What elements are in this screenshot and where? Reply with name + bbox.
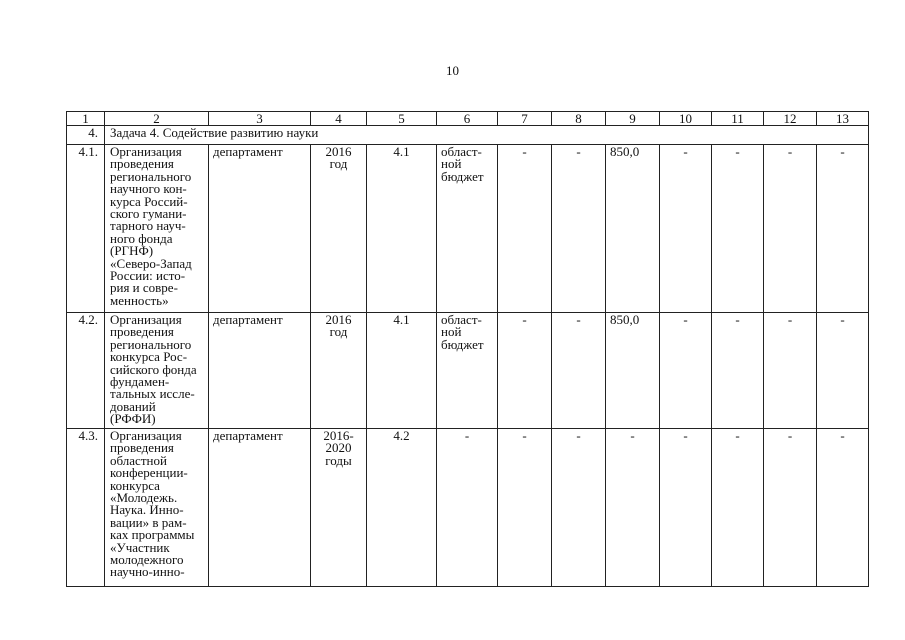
period-cell: 2016 год — [311, 145, 367, 313]
page-number: 10 — [446, 63, 459, 78]
column-header-row — [67, 112, 869, 126]
value-cell: - — [817, 145, 869, 313]
period-cell: 2016 год — [311, 313, 367, 429]
column-header: 7 — [498, 112, 552, 126]
column-header: 1 — [67, 112, 105, 126]
value-cell: - — [498, 313, 552, 429]
column-header: 3 — [209, 112, 311, 126]
value-cell: - — [712, 145, 764, 313]
code-cell: 4.2 — [367, 429, 437, 587]
funding-source-cell: - — [437, 429, 498, 587]
executor-cell: департамент — [209, 145, 311, 313]
value-cell: - — [712, 429, 764, 587]
table-row — [67, 145, 869, 313]
funding-source-cell: област- ной бюджет — [437, 313, 498, 429]
column-header: 10 — [660, 112, 712, 126]
code-cell: 4.1 — [367, 145, 437, 313]
program-table — [66, 111, 869, 587]
row-number: 4.1. — [67, 145, 105, 313]
value-cell: - — [764, 429, 817, 587]
value-cell: - — [660, 313, 712, 429]
value-cell: - — [660, 429, 712, 587]
value-cell: - — [552, 145, 606, 313]
executor-cell: департамент — [209, 429, 311, 587]
value-cell: - — [498, 429, 552, 587]
amount-cell: 850,0 — [606, 313, 660, 429]
row-number: 4.3. — [67, 429, 105, 587]
section-title: Задача 4. Содействие развитию науки — [105, 126, 869, 145]
column-header: 12 — [764, 112, 817, 126]
column-header: 8 — [552, 112, 606, 126]
code-cell: 4.1 — [367, 313, 437, 429]
period-cell: 2016- 2020 годы — [311, 429, 367, 587]
amount-cell: 850,0 — [606, 145, 660, 313]
column-header: 5 — [367, 112, 437, 126]
table-row — [67, 313, 869, 429]
row-number: 4.2. — [67, 313, 105, 429]
value-cell: - — [817, 313, 869, 429]
activity-description: Организация проведения регионального научного кон- курса Россий- ского гумани- тарного науч- ного фонда (РГНФ) «Северо-Запад России: исто- рия и совре- менность» — [105, 145, 209, 313]
column-header: 2 — [105, 112, 209, 126]
value-cell: - — [764, 313, 817, 429]
column-header: 11 — [712, 112, 764, 126]
section-row — [67, 126, 869, 145]
column-header: 9 — [606, 112, 660, 126]
activity-description: Организация проведения регионального конкурса Рос- сийского фонда фундамен- тальных иссле- дований (РФФИ) — [105, 313, 209, 429]
value-cell: - — [817, 429, 869, 587]
column-header: 13 — [817, 112, 869, 126]
table-row — [67, 429, 869, 587]
value-cell: - — [660, 145, 712, 313]
value-cell: - — [552, 313, 606, 429]
value-cell: - — [552, 429, 606, 587]
value-cell: - — [498, 145, 552, 313]
section-number: 4. — [67, 126, 105, 145]
activity-description: Организация проведения областной конференции- конкурса «Молодежь. Наука. Инно- вации» в рам- ках программы «Участник молодежного научно-инно- — [105, 429, 209, 587]
amount-cell: - — [606, 429, 660, 587]
column-header: 4 — [311, 112, 367, 126]
column-header: 6 — [437, 112, 498, 126]
value-cell: - — [712, 313, 764, 429]
value-cell: - — [764, 145, 817, 313]
executor-cell: департамент — [209, 313, 311, 429]
funding-source-cell: област- ной бюджет — [437, 145, 498, 313]
